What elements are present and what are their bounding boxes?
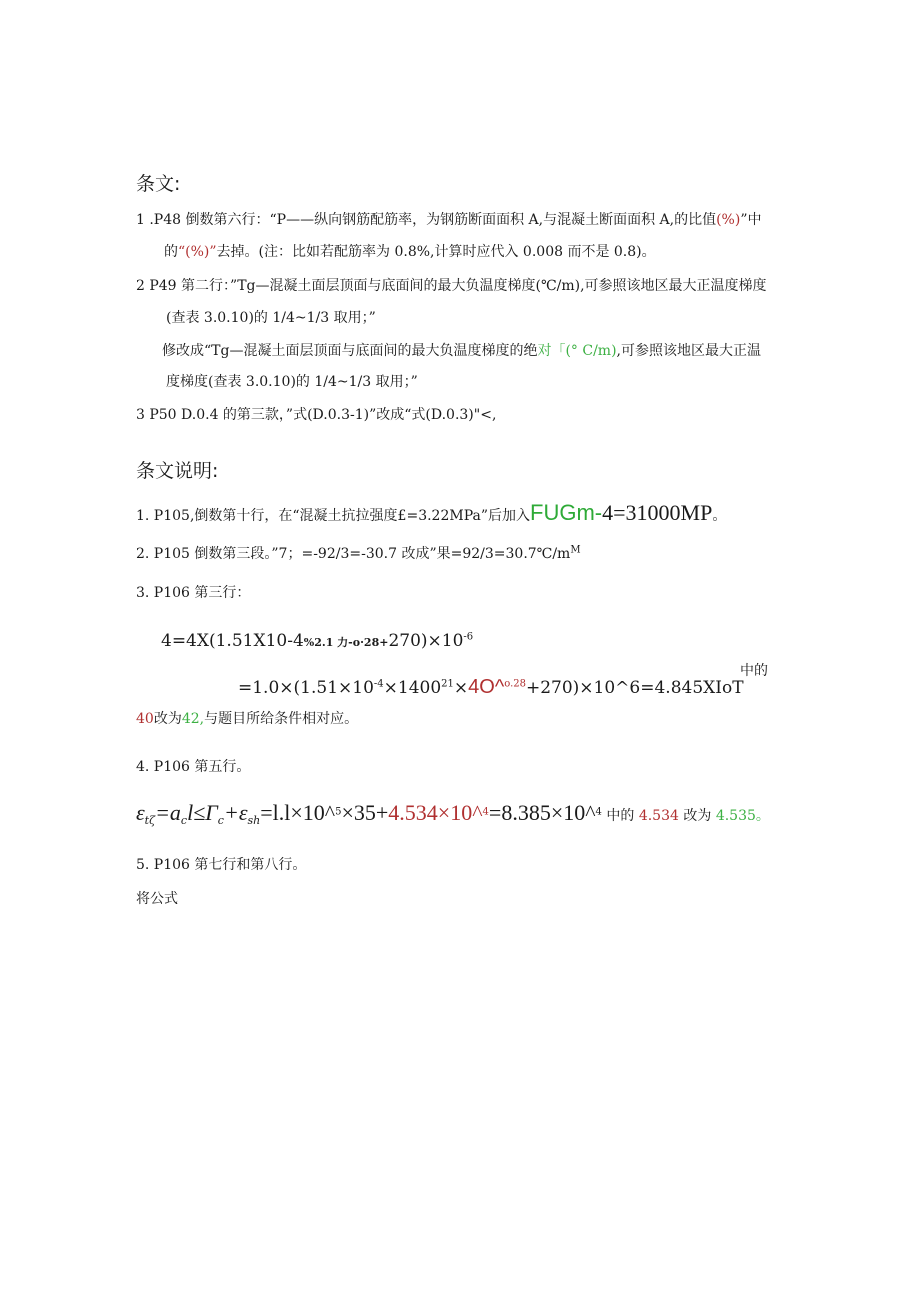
explanation-item-3: 3. P106 第三行：	[136, 585, 251, 601]
provision-item-3: 3 P50 D.0.4 的第三款，”式(D.0.3-1)”改成“式(D.0.3)"<,	[136, 407, 497, 423]
eq-text: ×35+	[341, 800, 389, 825]
text: 去掉。(注：比如若配筋率为 0.8%,计算时应代入 0.008 而不是 0.8)。	[216, 244, 656, 260]
text: 1 .P48 倒数第六行：“P——纵向钢筋配筋率，为钢筋断面面积 A,与混凝土断面面积 A,的比值	[136, 212, 717, 228]
error-value: 4.534×10^	[388, 800, 483, 825]
superscript: 21	[441, 678, 454, 690]
text: 的	[164, 244, 178, 260]
text: ,可参照该地区最大正温	[616, 343, 761, 359]
equation-line	[136, 800, 770, 826]
superscript: -6	[463, 631, 474, 643]
eq-text: l≤Γ	[187, 800, 218, 825]
text: ×	[453, 678, 469, 698]
text: ^6=4.845XIoT	[615, 678, 744, 698]
text: +270)×10	[525, 678, 616, 698]
provision-item-2-line-2: (查表 3.0.10)的 1/4~1/3 取用；”	[166, 310, 376, 326]
superscript: 4	[595, 806, 602, 818]
text: 1. P105,倒数第十行，在“混凝土抗拉强度£=3.22MPa”后加入	[136, 508, 530, 524]
text: 修改成“Tg—混凝土面层顶面与底面间的最大负温度梯度的绝	[162, 343, 538, 359]
section-heading-explanations: 条文说明:	[136, 460, 219, 482]
explanation-item-4: 4. P106 第五行。	[136, 759, 251, 775]
formula-line-2	[238, 676, 744, 699]
text: 改为	[153, 711, 182, 727]
provision-item-2-line-1: 2 P49 第二行：”Tg—混凝土面层顶面与底面间的最大负温度梯度(℃/m),可参照该地区最大正温度梯度	[136, 278, 767, 294]
section-heading-provisions: 条文:	[136, 173, 181, 195]
garbled-text: %2.1 力-o·28+	[303, 636, 389, 649]
text: ×1400	[383, 678, 442, 698]
old-value: 40	[136, 711, 154, 727]
superscript: 4	[482, 806, 489, 818]
formula-note: 中的	[740, 663, 768, 679]
explanation-item-5: 5. P106 第七行和第八行。	[136, 857, 307, 873]
old-value: 4.534	[638, 808, 679, 824]
provision-item-1-line-1	[136, 211, 762, 229]
eq-text: =a	[155, 800, 181, 825]
subscript: sh	[247, 813, 261, 827]
eq-text: =l.l×10^	[260, 800, 336, 825]
superscript: 5	[335, 806, 342, 818]
subscript: c	[180, 813, 188, 827]
note-text: 中的	[606, 808, 635, 824]
subscript: tζ	[144, 813, 156, 827]
text: ”中	[740, 212, 762, 228]
subscript: c	[217, 813, 224, 827]
provision-item-2-line-3	[162, 342, 761, 360]
percent-marker: “(%)”	[178, 244, 217, 260]
eq-text: +ε	[223, 800, 248, 825]
text: 4=4X(1.51X10-4	[161, 631, 304, 651]
eq-symbol: ε	[136, 800, 145, 825]
inserted-formula: FUGm-	[530, 500, 603, 525]
text: 与题目所给条件相对应。	[204, 711, 359, 727]
superscript: -4	[373, 678, 384, 690]
text: =1.0×(1.51×10	[238, 678, 374, 698]
explanation-item-2	[136, 545, 581, 563]
new-value: 42,	[181, 711, 205, 727]
inserted-formula-value: 4=31000MP	[602, 500, 713, 525]
eq-text: =8.385×10^	[488, 800, 596, 825]
provision-item-1-line-2	[164, 243, 656, 261]
note-text: 改为	[683, 808, 712, 824]
superscript: o.28	[504, 678, 526, 690]
text: 2. P105 倒数第三段。”7；=-92/3=-30.7 改成”果=92/3=30.7℃/m	[136, 546, 571, 562]
text: 270)×10	[388, 631, 464, 651]
error-value: 4O^	[468, 676, 505, 698]
formula-line-1	[161, 630, 473, 654]
text: 。	[712, 508, 727, 524]
provision-item-2-line-4: 度梯度(查表 3.0.10)的 1/4~1/3 取用；”	[166, 374, 418, 390]
superscript: M	[570, 544, 581, 556]
explanation-item-1	[136, 500, 726, 526]
percent-marker: (%)	[716, 212, 741, 228]
highlight-text: 对「(° C/m)	[537, 343, 617, 359]
explanation-item-5-tail: 将公式	[136, 891, 178, 907]
new-value: 4.535。	[715, 808, 770, 824]
formula-correction	[136, 710, 358, 728]
